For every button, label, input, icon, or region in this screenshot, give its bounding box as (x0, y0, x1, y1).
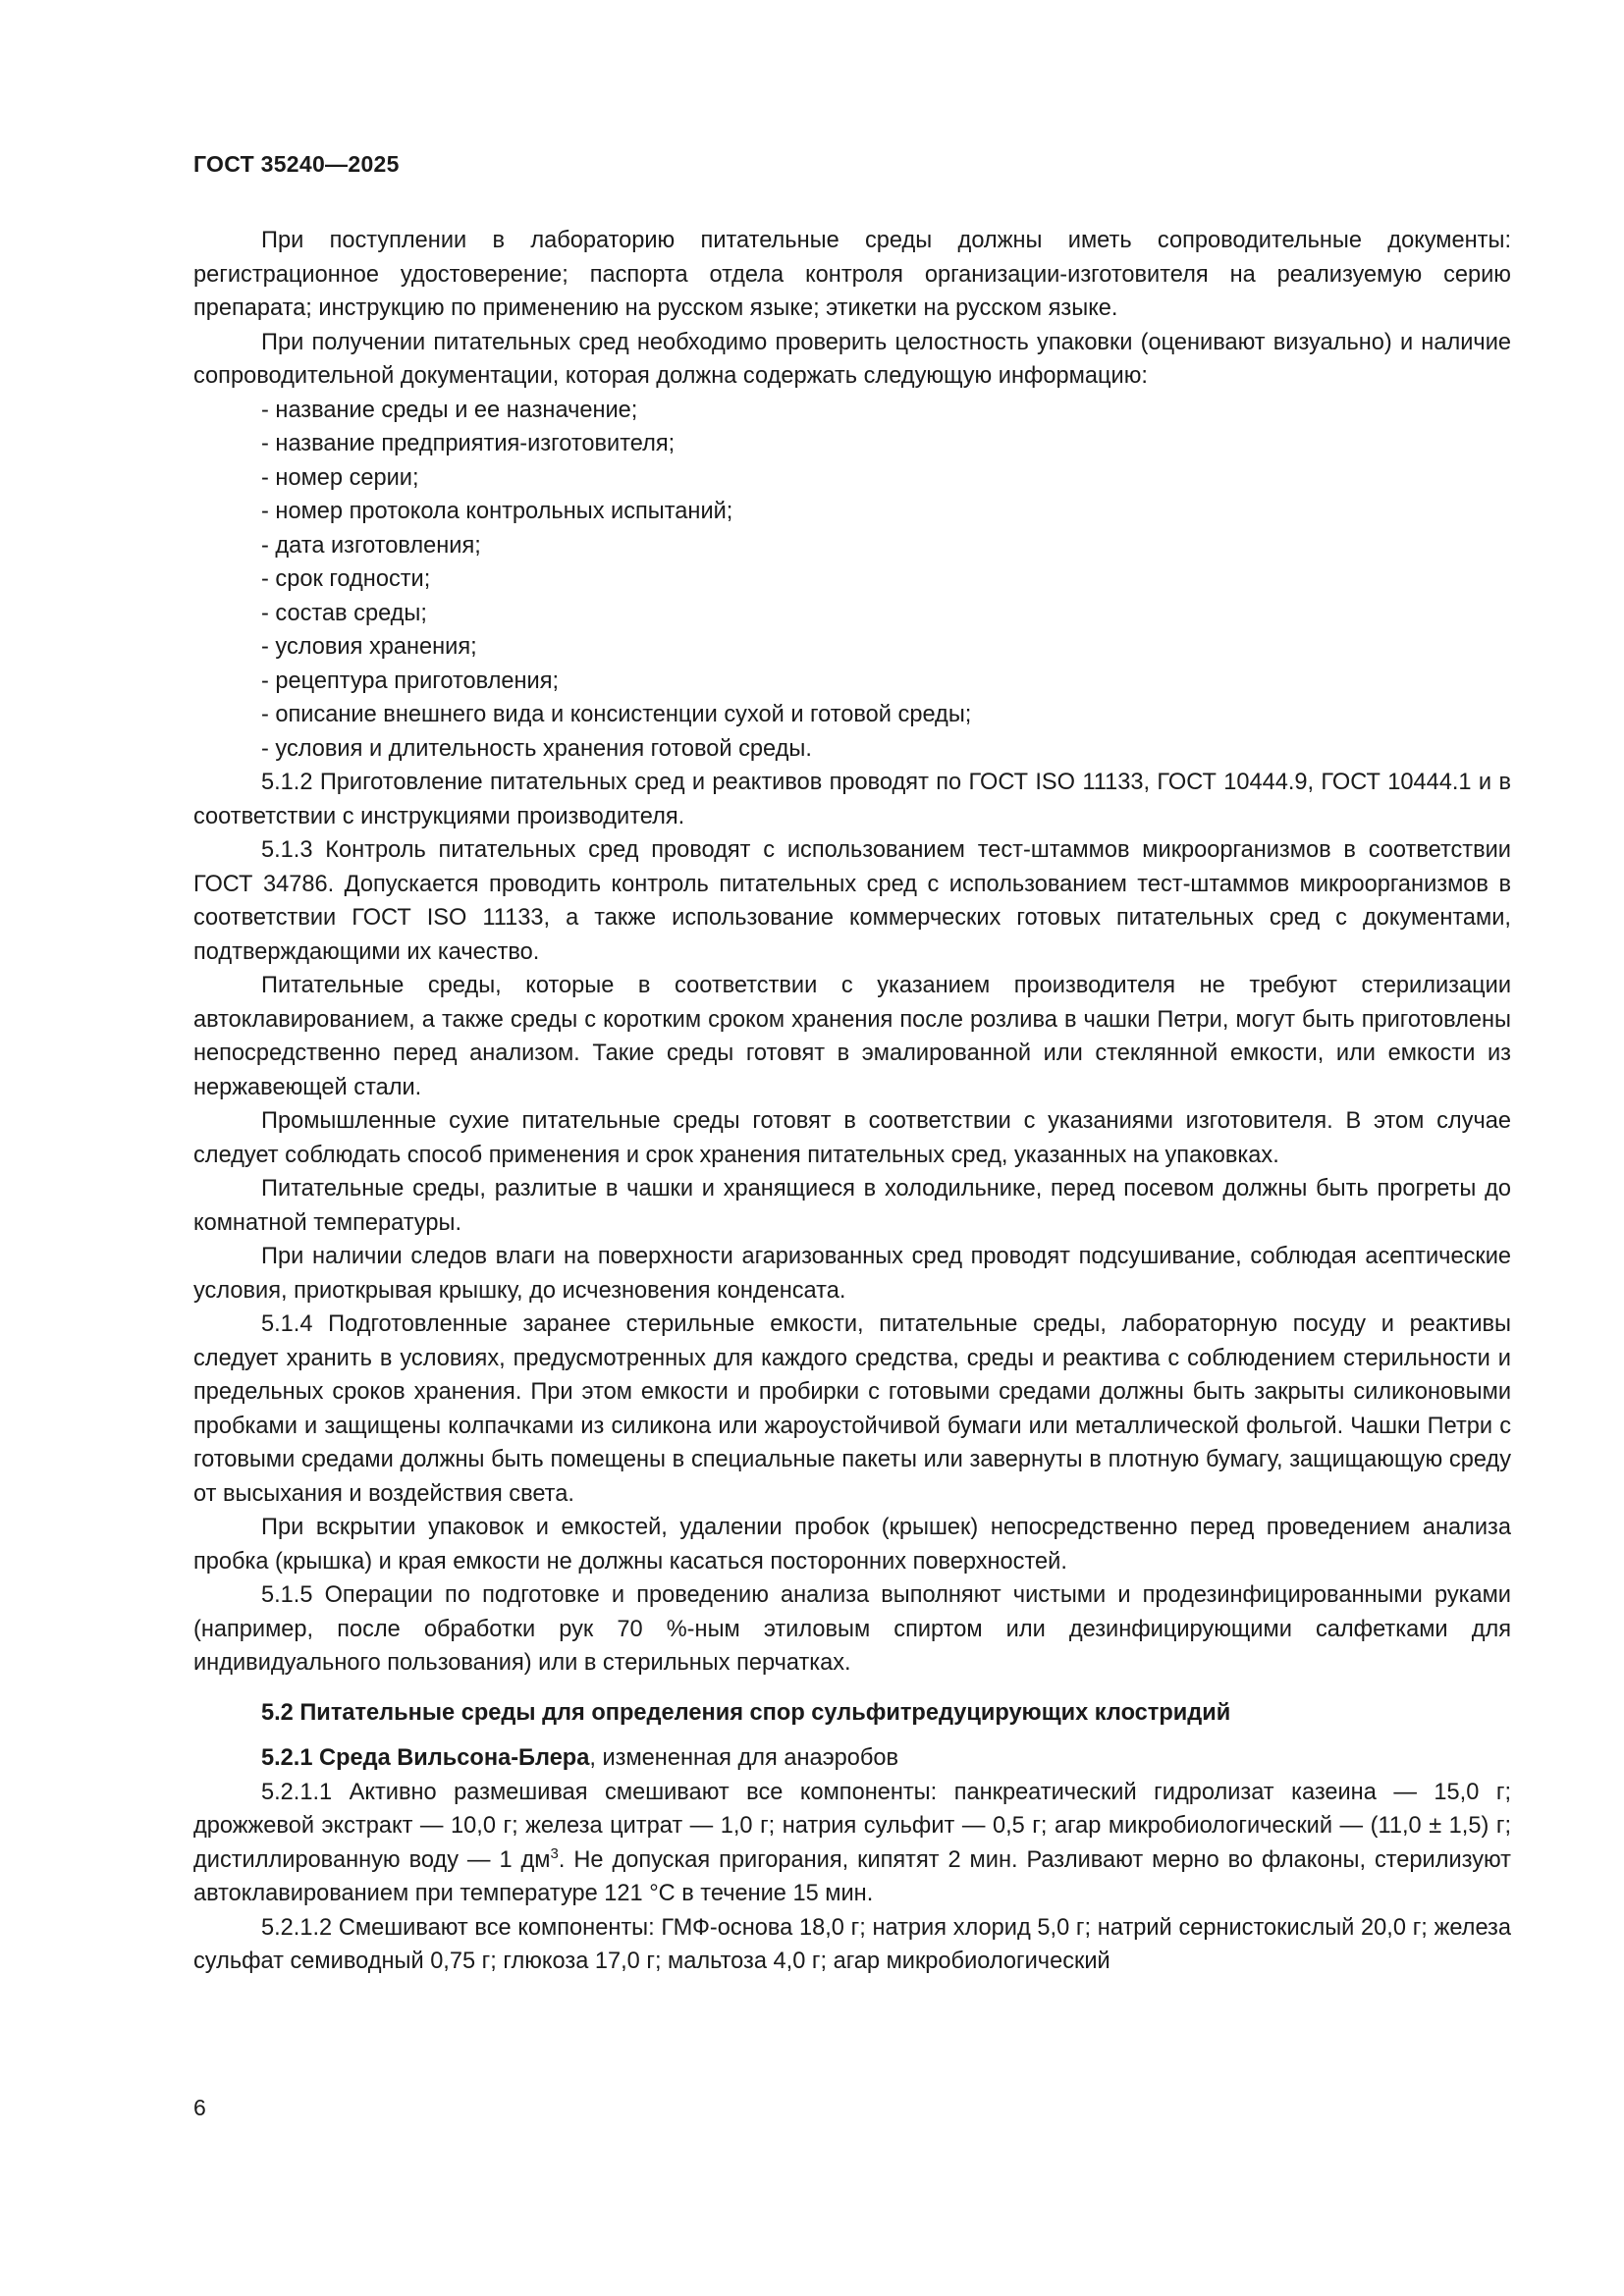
paragraph-text: 5.2.1.1 Активно размешивая смешивают все компоненты: панкреатический гидролизат казеина — 15,0 г; дрожжевой экстракт — 10,0 г; железа цитрат — 1,0 г; натрия сульфит — 0,5 г; агар микробиологический — (11,0 ± 1,5) г; дистиллированную воду — 1 дм (193, 1779, 1511, 1873)
list-item: - условия и длительность хранения готовой среды. (261, 735, 812, 762)
paragraph: При наличии следов влаги на поверхности агаризованных сред проводят подсушивание, соблюдая асептические условия, приоткрывая крышку, до исчезновения конденсата. (193, 1244, 1511, 1304)
page-number: 6 (193, 2095, 206, 2120)
superscript: 3 (550, 1844, 559, 1862)
list-item: - название предприятия-изготовителя; (261, 431, 676, 456)
document-body (193, 224, 1511, 1979)
list-item: - состав среды; (261, 600, 427, 626)
list-item: - название среды и ее назначение; (261, 397, 638, 423)
section-heading: 5.2 Питательные среды для определения спор сульфитредуцирующих клостридий (261, 1699, 1231, 1726)
paragraph: 5.1.2 Приготовление питательных сред и реактивов проводят по ГОСТ ISO 11133, ГОСТ 10444.9, ГОСТ 10444.1 и в соответствии с инструкциями производителя. (193, 770, 1511, 829)
paragraph (193, 1776, 1511, 1911)
paragraph: Промышленные сухие питательные среды готовят в соответствии с указаниями изготовителя. В этом случае следует соблюдать способ применения и срок хранения питательных сред, указанных на упаковках. (193, 1108, 1511, 1168)
paragraph: Питательные среды, разлитые в чашки и хранящиеся в холодильнике, перед посевом должны быть прогреты до комнатной температуры. (193, 1176, 1511, 1236)
paragraph: При поступлении в лабораторию питательные среды должны иметь сопроводительные документы: регистрационное удостоверение; паспорта отдела контроля организации-изготовителя на реализуемую серию препарата; инструкцию по применению на русском языке; этикетки на русском языке. (193, 228, 1511, 321)
subsection-title-rest: , измененная для анаэробов (589, 1745, 899, 1771)
list-item: - номер протокола контрольных испытаний; (261, 499, 733, 524)
subsection-title-bold: 5.2.1 Среда Вильсона-Блера (261, 1745, 590, 1771)
list-item: - условия хранения; (261, 634, 477, 660)
paragraph: При получении питательных сред необходимо проверить целостность упаковки (оценивают визуально) и наличие сопроводительной документации, которая должна содержать следующую информацию: (193, 329, 1511, 389)
paragraph: 5.1.3 Контроль питательных сред проводят с использованием тест-штаммов микроорганизмов в соответствии ГОСТ 34786. Допускается проводить контроль питательных сред с использованием тест-штаммов микроорганизмов в соответствии ГОСТ ISO 11133, а также использование коммерческих готовых питательных сред с документами, подтверждающими их качество. (193, 837, 1511, 965)
paragraph: 5.1.4 Подготовленные заранее стерильные емкости, питательные среды, лабораторную посуду и реактивы следует хранить в условиях, предусмотренных для каждого средства, среды и реактива с соблюдением стерильности и предельных сроков хранения. При этом емкости и пробирки с готовыми средами должны быть закрыты силиконовыми пробками и защищены колпачками из силикона или жароустойчивой бумаги или металлической фольгой. Чашки Петри с готовыми средами должны быть помещены в специальные пакеты или завернуты в плотную бумагу, защищающую среду от высыхания и воздействия света. (193, 1311, 1511, 1507)
list-item: - описание внешнего вида и консистенции сухой и готовой среды; (261, 702, 972, 727)
paragraph: Питательные среды, которые в соответствии с указанием производителя не требуют стерилизации автоклавированием, а также среды с коротким сроком хранения после розлива в чашки Петри, могут быть приготовлены непосредственно перед анализом. Такие среды готовят в эмалированной или стеклянной емкости, или емкости из нержавеющей стали. (193, 973, 1511, 1100)
list-item: - дата изготовления; (261, 532, 481, 559)
list-item: - номер серии; (261, 464, 419, 491)
document-code-header: ГОСТ 35240—2025 (193, 151, 400, 177)
paragraph: 5.1.5 Операции по подготовке и проведению анализа выполняют чистыми и продезинфицированными руками (например, после обработки рук 70 %-ным этиловым спиртом или дезинфицирующими салфетками для индивидуального пользования) или в стерильных перчатках. (193, 1582, 1511, 1676)
paragraph: 5.2.1.2 Смешивают все компоненты: ГМФ-основа 18,0 г; натрия хлорид 5,0 г; натрий сернистокислый 20,0 г; железа сульфат семиводный 0,75 г; глюкоза 17,0 г; мальтоза 4,0 г; агар микробиологический (193, 1914, 1511, 1974)
subsection-heading (193, 1741, 1511, 1776)
paragraph: При вскрытии упаковок и емкостей, удалении пробок (крышек) непосредственно перед проведением анализа пробка (крышка) и края емкости не должны касаться посторонних поверхностей. (193, 1515, 1511, 1575)
list-item: - рецептура приготовления; (261, 667, 560, 694)
list-item: - срок годности; (261, 566, 431, 592)
paragraph-text: . Не допуская пригорания, кипятят 2 мин. Разливают мерно во флаконы, стерилизуют автоклавированием при температуре 121 °С в течение 15 мин. (193, 1846, 1511, 1906)
